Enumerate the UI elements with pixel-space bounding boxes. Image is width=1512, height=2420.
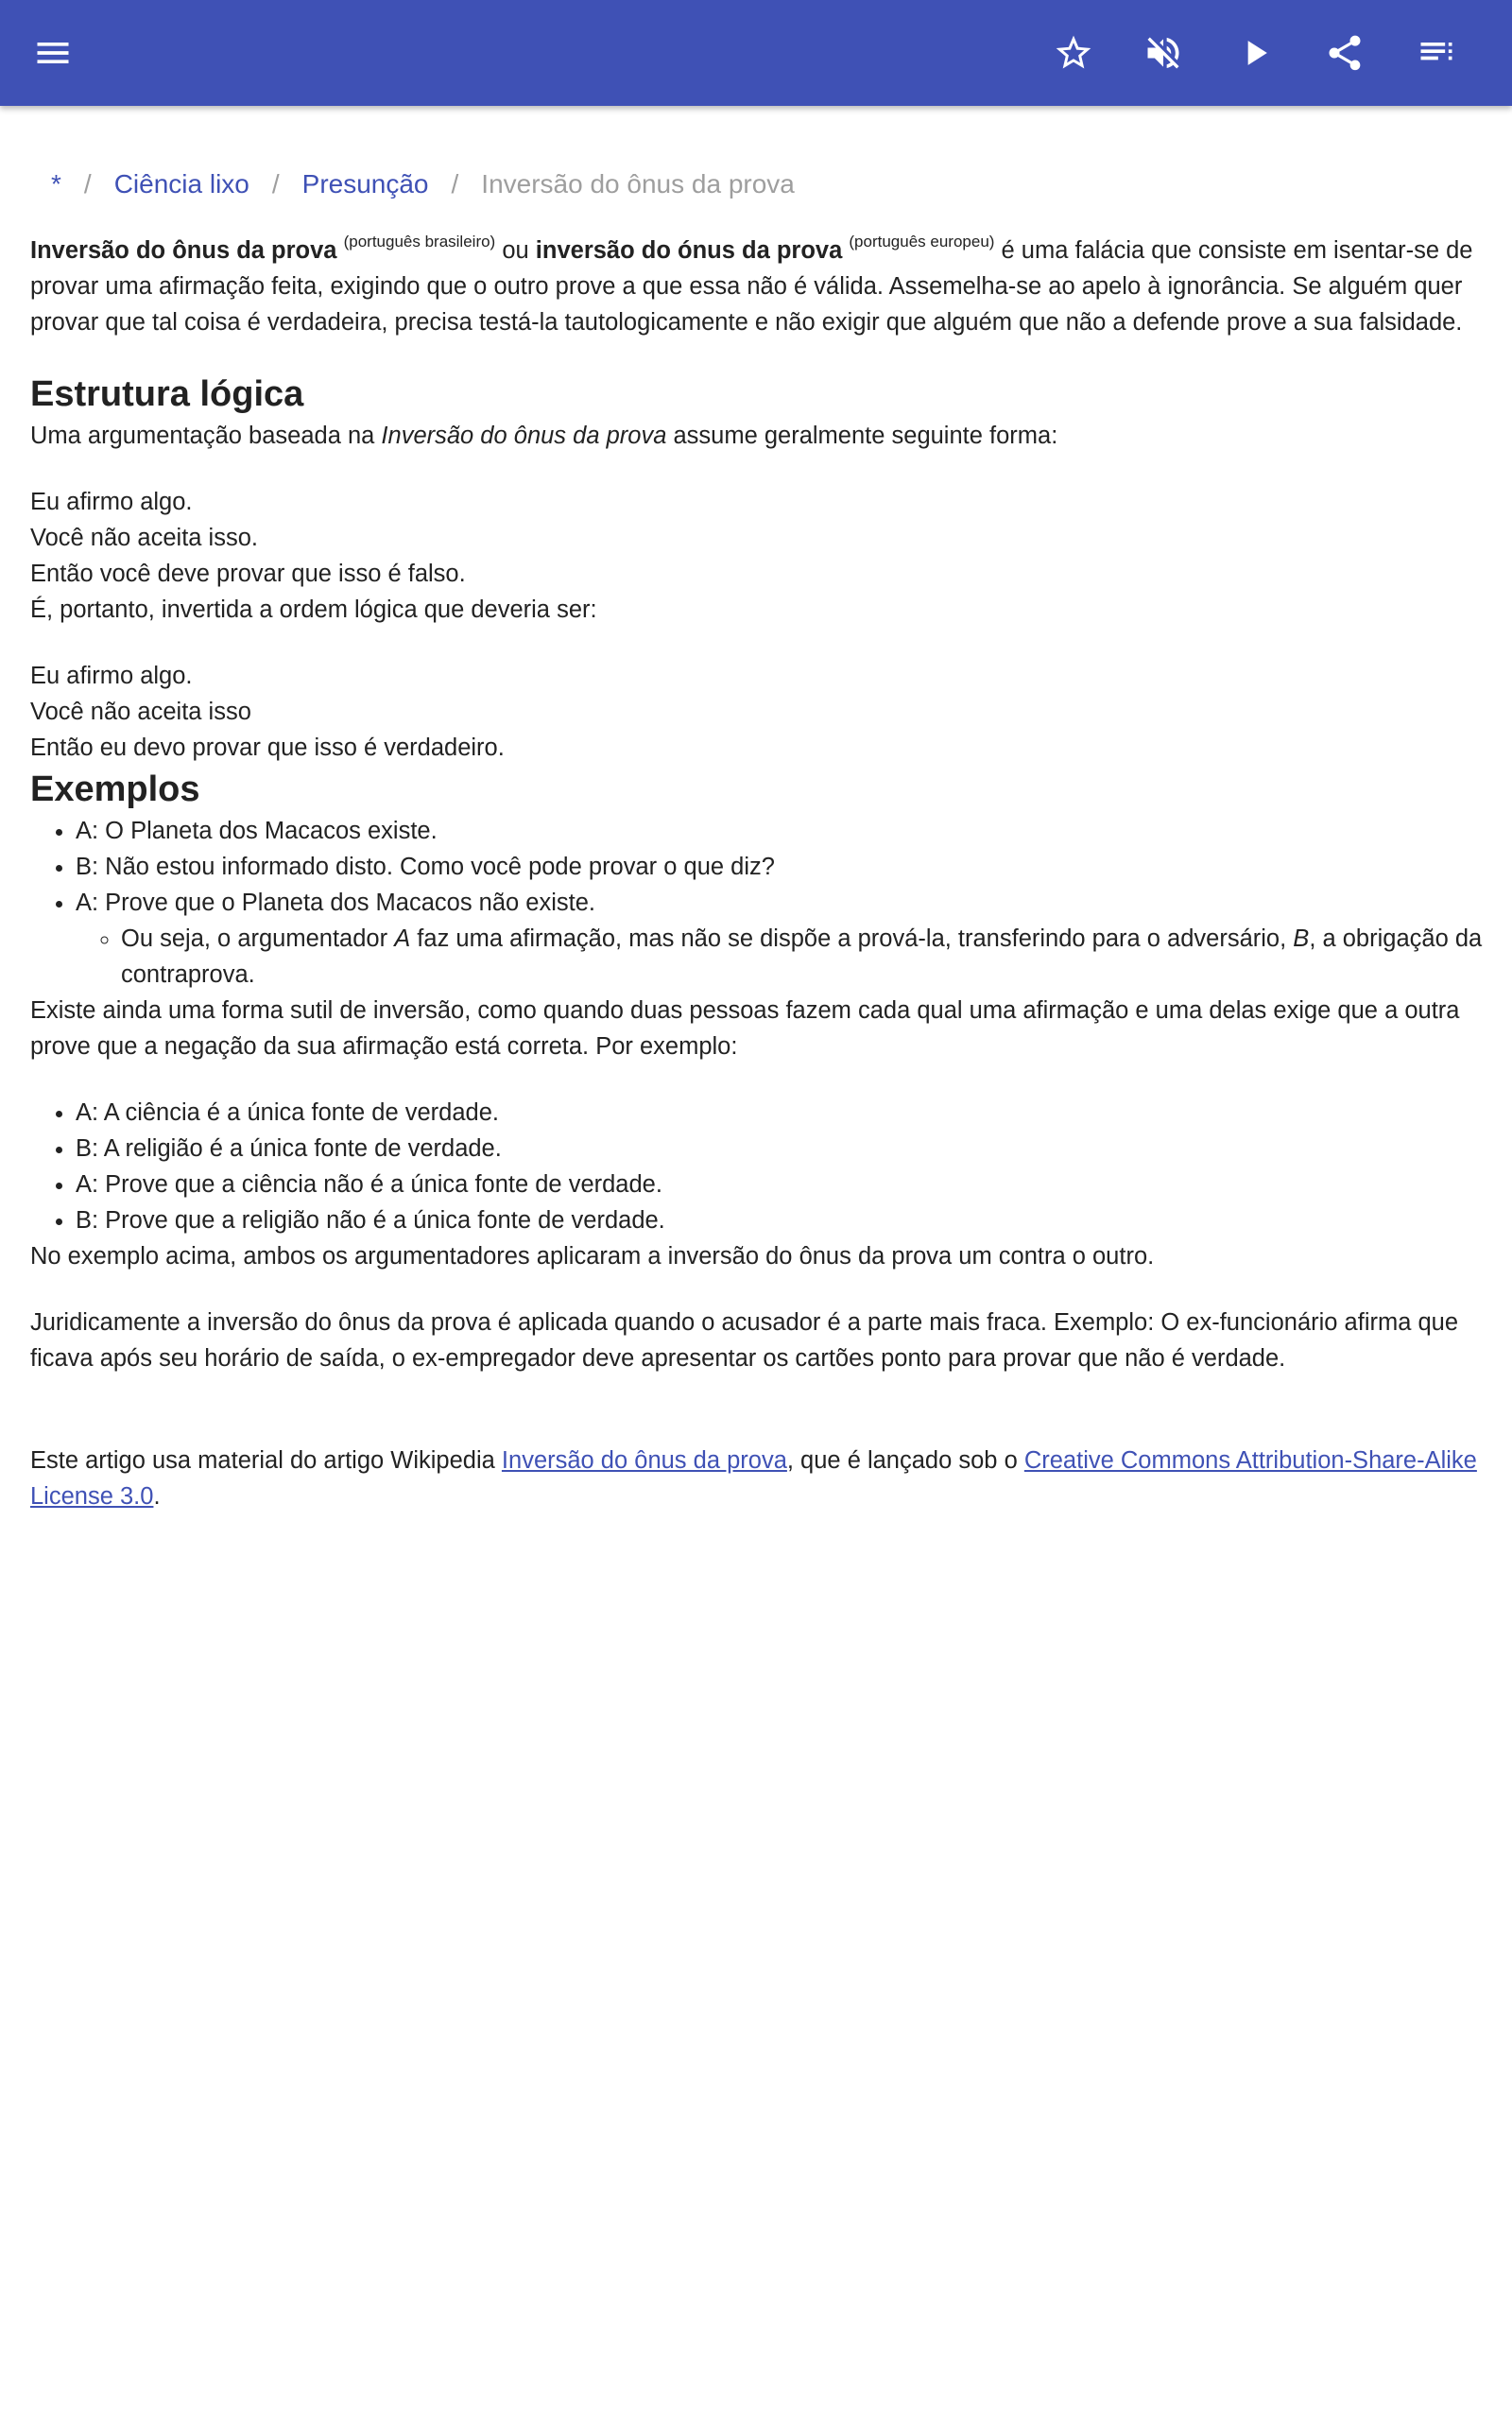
example-paragraph-2: No exemplo acima, ambos os argumentadores aplicaram a inversão do ônus da prova um contra o outro. [30,1243,1155,1270]
form-correct [30,658,1486,766]
note-pt: (português europeu) [849,233,995,251]
intro-paragraph [30,233,1486,340]
share-icon [1324,32,1366,74]
play-icon [1234,32,1276,74]
sub-middle: faz uma afirmação, mas não se dispõe a prová-la, transferindo para o adversário, [417,925,1287,952]
breadcrumb-ciencia-lixo[interactable]: Ciência lixo [113,169,249,199]
menu-icon [32,32,74,74]
sub-a: A [394,925,411,952]
list-item: • A: A ciência é a única fonte de verdade. [76,1095,1486,1131]
list-item: • A: Prove que a ciência não é a única fonte de verdade. [76,1167,1486,1202]
volume-off-icon [1143,32,1184,74]
sub-before: Ou seja, o argumentador [121,925,388,952]
share-button[interactable] [1318,26,1371,79]
breadcrumb-separator: / [271,169,280,199]
example-paragraph-3: Juridicamente a inversão do ônus da prova é aplicada quando o acusador é a parte mais fraca. Exemplo: O ex-funcionário afirma que ficava após seu horário de saída, o ex-empregador deve apresentar os cartões ponto para provar que não é verdade. [30,1309,1459,1372]
breadcrumb-home[interactable]: * [51,169,61,199]
form-line: Eu afirmo algo. [30,489,193,515]
app-bar [0,0,1512,106]
list-item: • B: A religião é a única fonte de verdade. [76,1131,1486,1167]
term-pt: inversão do ónus da prova [535,237,843,264]
list-item: • B: Não estou informado disto. Como você pode provar o que diz? [76,849,1486,885]
heading-estrutura-logica: Estrutura lógica [30,374,304,414]
breadcrumb [30,166,1486,233]
list-item: • A: O Planeta dos Macacos existe. [76,813,1486,849]
license-footer [30,1443,1486,1514]
footer-middle: , que é lançado sob o [786,1447,1018,1474]
sub-b: B [1293,925,1310,952]
form-line: Eu afirmo algo. [30,663,193,689]
estrutura-intro-before: Uma argumentação baseada na [30,423,375,449]
form-inverted [30,484,1486,628]
footer-before: Este artigo usa material do artigo Wikipedia [30,1447,495,1474]
breadcrumb-separator: / [83,169,92,199]
play-button[interactable] [1228,26,1281,79]
example-list-2 [30,1095,1486,1238]
breadcrumb-current: Inversão do ônus da prova [481,169,795,199]
breadcrumb-presuncao[interactable]: Presunção [301,169,429,199]
form-line: É, portanto, invertida a ordem lógica que deveria ser: [30,596,597,623]
list-item: • B: Prove que a religião não é a única fonte de verdade. [76,1202,1486,1238]
form-line: Então eu devo provar que isso é verdadeiro. [30,735,505,761]
intro-ou: ou [502,237,529,264]
list-item [76,885,1486,993]
example-paragraph-1: Existe ainda uma forma sutil de inversão, como quando duas pessoas fazem cada qual uma afirmação e uma delas exige que a outra prove que a negação da sua afirmação está correta. Por exemplo: [30,997,1460,1060]
term-br: Inversão do ônus da prova [30,237,337,264]
contents-button[interactable] [1410,26,1463,79]
license-link[interactable]: Creative Commons Attribution-Share-Alike License 3.0 [30,1447,1477,1510]
estrutura-intro-italic: Inversão do ônus da prova [381,423,667,449]
estrutura-intro [30,418,1486,454]
sound-toggle-button[interactable] [1137,26,1190,79]
footer-after: . [153,1483,161,1510]
playlist-icon [1416,32,1457,74]
article [30,106,1486,1545]
wikipedia-article-link[interactable]: Inversão do ônus da prova [501,1447,787,1474]
list-item [121,921,1486,993]
menu-button[interactable] [26,26,79,79]
bookmark-button[interactable] [1047,26,1100,79]
form-line: Você não aceita isso [30,699,251,725]
heading-exemplos: Exemplos [30,769,200,809]
star-icon [1053,32,1094,74]
breadcrumb-separator: / [451,169,459,199]
sub-after: , a obrigação da contraprova. [121,925,1483,988]
estrutura-intro-after: assume geralmente seguinte forma: [673,423,1058,449]
form-line: Você não aceita isso. [30,525,258,551]
note-br: (português brasileiro) [343,233,496,251]
form-line: Então você deve provar que isso é falso. [30,561,466,587]
intro-rest: é uma falácia que consiste em isentar-se de provar uma afirmação feita, exigindo que o outro prove a que essa não é válida. Assemelha-se ao apelo à ignorância. Se alguém quer provar que tal coisa é verdadeira, precisa testá-la tautologicamente e não exigir que alguém que não a defende prove a sua falsidade. [30,237,1473,336]
example-list-1 [30,813,1486,993]
list-item-text: A: Prove que o Planeta dos Macacos não existe. [76,890,595,916]
example-sublist [76,921,1486,993]
